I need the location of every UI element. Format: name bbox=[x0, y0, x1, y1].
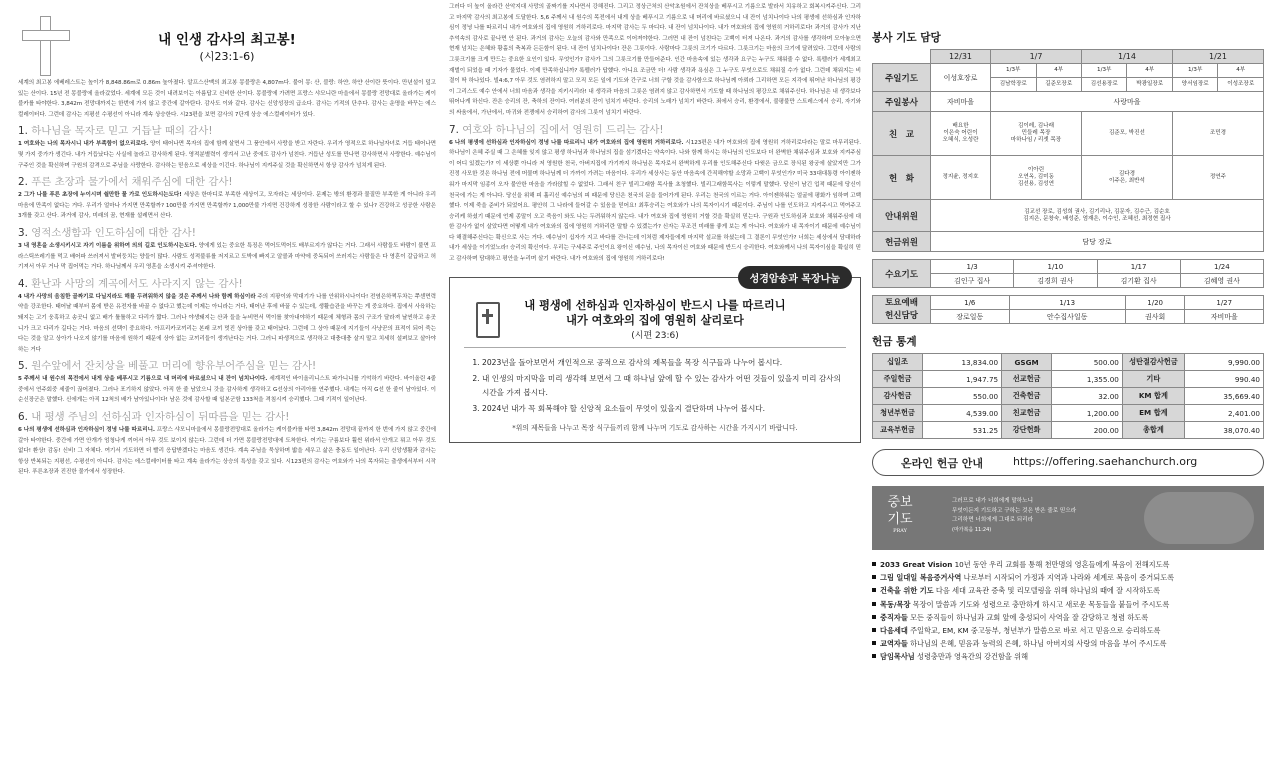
section-number: 3. bbox=[18, 226, 28, 239]
finance-amount: 500.00 bbox=[1052, 354, 1123, 371]
section-lead-verse: 4 내가 사망의 음침한 골짜기로 다닐지라도 해를 두려워하지 않을 것은 주께서 나와 함께 하심이라 bbox=[18, 293, 256, 300]
finance-label: 주일헌금 bbox=[873, 371, 923, 388]
sermon-column-middle bbox=[449, 0, 861, 778]
section-heading bbox=[18, 359, 436, 374]
prayer-item-topic: 그림 일대일 복음증거사역 bbox=[880, 573, 962, 583]
bible-memory-box bbox=[449, 273, 861, 443]
bible-icon bbox=[476, 302, 500, 338]
finance-label: 총합계 bbox=[1122, 422, 1184, 439]
section-heading bbox=[18, 175, 436, 190]
finance-row bbox=[873, 388, 1264, 405]
finance-row bbox=[873, 405, 1264, 422]
section-body bbox=[18, 425, 436, 478]
finance-amount: 1,947.75 bbox=[923, 371, 1002, 388]
section-text: 시123편은 내가 여호와의 집에 영원히 거하리로다라는 말로 마무리된다. 하나님이 은혜 주실 때 그 은혜를 잊지 않고 평생 하나님과 하나님의 집을 섬기겠다는 약속이다. 나와 함께 하시는 하나님의 인도보다 더 완벽한 채워주심과 보호와 지켜주심이 어디 있겠는가? 이 세상뿐 아니라 저 영원한 천국, 아버지집에 가기까지 하나님은 목자로서 완벽하게 우리를 인도해주신다 다윗은 금으로 장식된 왕궁에 살았지만 그가 진정 사모한 것은 하나님 전에 머물며 하나님께 더 가까이 가려는 마음이다. 우리가 세상사는 동안 마음속에 간직해야할 소망과 고백이 무엇인가? 미국 33대대통령 아이젠하워가 마지막 임종이 오자 불안한 마음을 가라앉힐 수 없었다. 그래서 친구 빌리그래함 목사를 초청했다. 빌리그래함목사는 이렇게 말했다. 당신이 남긴 업적 때문에 당신이 천국에 가는 게 아니다. 당신을 위해 피 흘리신 예수님의 피 때문에 당신은 천국의 문을 들어가게 된다. 우리는 천국의 이르는 거다. 아이젠하워는 얼굴에 평화가 임하며 고백했다. 이제 죽을 준비가 되었어요. 평안히 그 나라에 들어갈 수 있음을 믿어요! 최후승리는 여호와가 나의 목자이시기 때문이다. 주님이 나를 인도하고 지켜주시고 먹여주고 승리케 하셨기 때문에 언제 종말이 오고 죽음이 와도 나는 두려워하지 않는다. 내가 여호와 집에 영원히 거할 것을 확실히 믿는다. 구원과 인도하심과 보호와 채워주심에 대한 감사가 없이 살았다면 어떻게 내가 여호와의 집에 영원히 거하리란 말할 수 있겠는가? 신자는 무조건 미래를 좋게 보는 게 아니다. 여호와가 내 목자이기 때문에 예수님이 다 해결해주신다는 확신으로 사는 거다. 예수님이 십자가 지고 바다를 건너는데 이처럼 제자들에게 마지막 설교를 하셨는데 그 결론이 무엇인가? 너희는 세상에서 담대하라 내가 세상을 이기었노라! 승리의 확신이다. 우리는 구세주로 주인이요 왕이신 예수님, 나의 목자이신 여호와 때문에 반드시 승리한다. 여호와께서 나의 목자이심을 확실히 믿고 감사하며 담대하고 평안을 누리며 살기 바란다. 내가 여호와의 집에 영원히 거하리로다! bbox=[449, 139, 861, 263]
finance-label: KM 합계 bbox=[1122, 388, 1184, 405]
prayer-item-text: 나로부터 시작되어 가정과 지역과 나라와 세계로 복음이 증거되도록 bbox=[961, 573, 1175, 583]
sharing-note: *위의 제목들을 나누고 목장 식구들끼리 함께 나누며 기도로 감사하는 시간을 가지시기 바랍니다. bbox=[512, 423, 798, 432]
divider bbox=[464, 347, 846, 348]
finance-row bbox=[873, 371, 1264, 388]
finance-amount: 531.25 bbox=[923, 422, 1002, 439]
section-text: 양이 태어나면 목자의 집에 함께 살면서 그 품안에서 사랑을 받고 자란다. 우리가 영적으로 하나님자녀로 거듭 태어나면 몇 가지 중가가 생긴다. 내가 거듭났다는 사실에 놀라고 감사하게 된다. 영적분별력이 생겨서 고난 중에도 감사가 넘친다. 거듭난 성도를 만나면 감사하면서 사랑한다. 예수님이 구주인 것을 확신하며 구원의 감격으로 주님을 사랑한다. 감사하는 믿음으로 세상을 이긴다. 하나님이 지켜주실 것을 확신하면서 항상 감사가 넘치게 된다. bbox=[18, 141, 436, 169]
memory-verse-ref: (시편 23:6) bbox=[631, 330, 679, 341]
section-lead-verse: 6 나의 평생에 선하심과 인자하심이 정녕 나를 따르리니. bbox=[18, 427, 156, 434]
section-lead-verse: 3 내 영혼을 소생시키시고 자기 이름을 위하여 의의 길로 인도하시는도다. bbox=[18, 242, 197, 249]
sharing-question: 1. 2023년을 돌아보면서 개인적으로 공적으로 감사의 제목들을 목장 식구들과 나누어 봅시다. bbox=[482, 356, 846, 370]
row-label: 주일봉사 bbox=[873, 92, 931, 112]
finance-amount: 2,401.00 bbox=[1184, 405, 1263, 422]
service-table: 12/31 1/7 1/14 1/21 주일기도 이성호장로 1/3부 4부 1/3부 4부 1/3부 4부 김남학장로 길준모장로 김선용장로 박광일장로 양서임장로 이성조장로 주일봉사 자비마을 사랑마을 친 교 배요한 이은숙 어린이 오혜식, 오성란 김이레, 김나래 민들레 목장 마하나임 / 리셋 목장 김준모, 박진선 조민경 헌 화 정지윤, 정지호 이아린 오연옥, 김미동 김선용, 김성연 김다경 이주은, 최반석 정연주 안내위원 김교선 장로, 김성희 권사, 김기리나, 김문자, 김수근, 김순호 김지은, 문창숙, 배성준, 엄재은, 이수인, 조혜선, 최정현 집사 헌금위원 담당 장로 bbox=[872, 49, 1264, 252]
service-date: 12/31 bbox=[931, 50, 991, 64]
service-date: 1/21 bbox=[1172, 50, 1263, 64]
service-date: 1/14 bbox=[1081, 50, 1172, 64]
row-label: 친 교 bbox=[873, 112, 931, 156]
info-column-right bbox=[872, 0, 1264, 778]
row-label: 헌 화 bbox=[873, 156, 931, 200]
section-number: 1. bbox=[18, 125, 28, 138]
sermon-section-7 bbox=[449, 123, 861, 265]
sermon-title: 내 인생 감사의 최고봉! bbox=[158, 32, 296, 48]
online-offering-url[interactable]: https://offering.saehanchurch.org bbox=[1013, 455, 1198, 468]
section-number: 5. bbox=[18, 360, 28, 373]
finance-label: 친교헌금 bbox=[1002, 405, 1052, 422]
finance-amount: 1,200.00 bbox=[1052, 405, 1123, 422]
row-label: 주일기도 bbox=[873, 64, 931, 92]
prayer-item-topic: 중직자들 bbox=[880, 612, 908, 622]
section-body bbox=[18, 374, 436, 406]
finance-label: 강단헌화 bbox=[1002, 422, 1052, 439]
sharing-question: 3. 2024년 내가 꼭 회복해야 할 신앙적 요소들이 무엇이 있을지 결단하며 나누어 봅시다. bbox=[482, 402, 846, 416]
finance-amount: 38,070.40 bbox=[1184, 422, 1263, 439]
section-heading bbox=[18, 226, 436, 241]
finance-row bbox=[873, 354, 1264, 371]
service-title: 봉사 기도 담당 bbox=[872, 32, 941, 44]
prayer-item-topic: 교역자들 bbox=[880, 639, 908, 649]
cell: 이성호장로 bbox=[931, 64, 991, 92]
section-text: 프랑스 샤모니마을에서 몽블랑전망대로 올라가는 케이블카를 타면 3,842m 전망대 끝까지 한 번에 가지 않고 중간에 갈아 타야한다. 중간에 가면 안개가 엄청나게 끼어서 아무 것도 보이지 않는다. 그런데 더 가면 몽블랑전망대에 도착한다. 여기는 구름보다 훨씬 위라서 안개고 뭐고 아무 것도 없다! 환상! 감동! 신비! 그 자체다. 여기서 기도하면 더 빨리 응답받겠다는 마음도 생긴다. 계속 주님을 묵상하며 밟을 세우고 삶은 충동도 일어난다. 우리 신앙생활과 감사는 항상 반복되는 지평선, 수평선이 아니다. 감사는 에스컬레이터를 타고 계속 올라가는 상승의 특성을 갖고 있다. 시123편의 감사는 여호와가 나의 목자되는 출생에서부터 시작된다. 푸른초장과 진진한 물가에서 성장한다. bbox=[18, 427, 436, 476]
sermon-ref: (시23:1-6) bbox=[199, 50, 255, 63]
prayer-item-topic: 다음세대 bbox=[880, 626, 908, 636]
section-body bbox=[449, 138, 861, 265]
section-text: 양에게 있는 중요한 특징은 먹어도먹어도 배부르지가 않다는 거다. 그래서 사람들도 바람이 불면 프라스틱쓰레기를 먹고 배어파 쓰러져서 발버둥치는 양들이 많다. 사람도 성적불류를 저지르고 도박에 빠지고 알콜과 마약에 중독되어 쓰러지는 사람들은 다 영혼이 갈급하고 허기져서 아무 거나 막 집어먹는 거다. 하나님께서 우리 영혼을 소생시켜 주셔야한다. bbox=[18, 242, 436, 271]
section-title: 내 평생 주님의 선하심과 인자하심이 뒤따름을 믿는 감사! bbox=[31, 411, 290, 424]
section-number: 7. bbox=[449, 123, 459, 136]
online-offering-banner bbox=[872, 449, 1264, 476]
prayer-item-topic: 담임목사님 bbox=[880, 652, 915, 662]
prayer-item bbox=[872, 624, 1264, 637]
section-text: 세계적인 바이올리니스트 파가니니를 기억하기 바란다. 바이올린 4줄 중에서 연주회중 세줄이 끊어졌다. 그러나 포기하지 않았다. 아직 한 줄 남았으니 갓을 감사하게 생각하고 G선상의 아리아를 연주했다. 내게는 아직 G선 한 줄이 남아있다. 이순신장군은 말했다. 신에게는 아직 12척의 배가 남아있나이다! 남은 것에 감사할 때 일본군함 133척을 격침시켜 승리했다. 그때 기적이 일어난다. bbox=[18, 376, 436, 404]
prayer-items-list bbox=[872, 558, 1264, 664]
prayer-item bbox=[872, 611, 1264, 624]
service-date: 1/7 bbox=[991, 50, 1082, 64]
prayer-item bbox=[872, 558, 1264, 571]
prayer-item bbox=[872, 598, 1264, 611]
finance-label: 청년부헌금 bbox=[873, 405, 923, 422]
section-number: 6. bbox=[18, 411, 28, 424]
memory-verse-line-1: 내 평생에 선하심과 인자하심이 반드시 나를 따르리니 bbox=[524, 298, 786, 312]
sermon-section bbox=[18, 410, 436, 478]
row-label: 헌금위원 bbox=[873, 232, 931, 252]
pray-verse: 그러므로 내가 너희에게 말하노니 무엇이든지 기도하고 구하는 것은 받은 줄로 믿으라 그리하면 너희에게 그대로 되리라 (마가복음 11:24) bbox=[952, 498, 1077, 533]
prayer-item-topic: 건축을 위한 기도 bbox=[880, 586, 934, 596]
finance-table bbox=[872, 353, 1264, 439]
section-body bbox=[18, 139, 436, 171]
finance-amount: 1,355.00 bbox=[1052, 371, 1123, 388]
finance-label: 교육부헌금 bbox=[873, 422, 923, 439]
section-heading bbox=[18, 277, 436, 292]
finance-label: 십일조 bbox=[873, 354, 923, 371]
prayer-item-topic: 2033 Great Vision bbox=[880, 560, 953, 569]
finance-label: 감사헌금 bbox=[873, 388, 923, 405]
finance-row bbox=[873, 422, 1264, 439]
finance-label: EM 합계 bbox=[1122, 405, 1184, 422]
section-title: 원수앞에서 잔치상을 베풀고 머리에 향유부어주심을 믿는 감사! bbox=[31, 360, 317, 373]
prayer-item-text: 목장이 말씀과 기도와 성령으로 충만하게 하시고 새로운 목동들을 붙들어 주시도록 bbox=[910, 599, 1170, 609]
prayer-item-text: 10년 동안 우리 교회를 통해 천만명의 영혼들에게 복음이 전해지도록 bbox=[952, 560, 1170, 569]
finance-label: 성탄절감사헌금 bbox=[1122, 354, 1184, 371]
prayer-item-text: 성령충만과 영육간의 강건함을 위해 bbox=[914, 652, 1029, 662]
section-lead-verse: 1 여호와는 나의 목자시니 내가 부족함이 없으리로다. bbox=[18, 141, 149, 148]
section-title: 영적소생함과 인도하심에 대한 감사! bbox=[31, 226, 196, 239]
saturday-service-table: 토요예배 헌신담당 1/6 1/13 1/20 1/27 장로일동 안수집사일동 권사회 자비마을 bbox=[872, 295, 1264, 324]
praying-hands-image bbox=[1144, 492, 1254, 544]
sermon-column-left bbox=[18, 0, 436, 778]
sermon-section bbox=[449, 123, 861, 265]
section-heading bbox=[18, 124, 436, 139]
sermon-section bbox=[18, 226, 436, 273]
sermon-section bbox=[18, 359, 436, 406]
sermon-intro: 세계의 최고봉 에베레스트는 높이가 8,848.86m로 0.86m 높아졌다. 알프스산맥의 최고봉 몽블랑은 4,807m다. 불어 몽: 산, 블랑: 하얀, 하얀 산이란 뜻이다. 만년설이 덮고 있는 산이다. 15년 전 몽블랑에 올라갔었다. 세계에 모든 것이 내려보이는 아름답고 신비한 산이다. 몽블랑에 가려면 프랑스 샤모니란 마을에서 몽블랑 전망대로 올라가는 케이블카를 타야한다. 3,842m 전망대까지는 한번에 가지 않고 중간에 갈아탄다. 감사도 이와 같다. 감사는 신앙성장의 급소다. 감사는 기적의 단추다. 감사는 운명을 바꾸는 에스컬레이터다. 그런데 감사는 지평선 수평선이 아니라 계속 상승한다. 시23편을 보면 감사의 7단계 상승 에스컬레이터가 있다. bbox=[18, 80, 436, 118]
section-title: 여호와 하나님의 집에서 영원히 드리는 감사! bbox=[462, 123, 664, 136]
finance-amount: 990.40 bbox=[1184, 371, 1263, 388]
prayer-item-text: 주일학교, EM, KM 중고등부, 청년부가 말씀으로 바로 서고 믿음으로 승리하도록 bbox=[907, 626, 1161, 636]
prayer-item bbox=[872, 637, 1264, 650]
online-offering-label: 온라인 헌금 안내 bbox=[901, 457, 984, 470]
memory-verse-line-2: 내가 여호와의 집에 영원히 살리로다 bbox=[566, 313, 744, 327]
sermon-continuation: 그러다 더 높이 올라간 산악지대 사망의 골짜기를 지나면서 강해진다. 그리고 정상근처의 산악초원에서 잔치상을 베푸시고 기름으로 발라서 치유하고 회복시켜주신다. 그리고 마지막 감사의 최고봉에 도달한다. 5,6 주께서 내 원수의 목전에서 내게 상을 베푸시고 기름으로 내 머리에 바르셨으니 내 잔이 넘치나이다 나의 평생에 선하심과 인자하심이 정녕 나를 따르리니 내가 여호와의 집에 영원히 거하리로다. 마지막 감사는 두 마디다. 내 잔이 넘치나이다. 내가 여호와의 집에 영원히 거하리로다! 과거의 감사가 지난 추억속의 감사로 끝나면 안 된다. 과거의 감사는 오늘의 감사와 만족으로 이어져야한다. 그러면 내 잔이 넘친다는 고백이 터져 나온다. 과거의 감사를 생각하며 모아놓으면 현재 넘치는 은혜와 황홀의 축복과 든든함이 된다. 내 잔이 넘치나이다! 잔은 그릇이다. 사람마다 그릇의 크기가 다르다. 그릇크기는 마음의 크기에 달려있다. 그런데 사람의 그릇크기를 크게 만드는 중요한 요인이 있다. 무엇인가? 감사가 그의 그릇크기를 만들어준다. 인간 마음속에 있는 생각과 요구는 누구도 채워줄 수 없다. 록펠러가 세계최고재벌이 되었을 때 기자가 물었다. 이제 만족하십니까? 록펠러가 답했다. 아니요 조금만 더! 사람 생각과 욕심은 그 누구도 무엇으로도 채워질 수가 없다. 그런데 채워지는 비결이 딱 하나있다. 빌4:6,7 아무 것도 염려하지 말고 모직 모든 일에 기도와 간구로 너희 구할 것을 감사함으로 하나님께 아뢰라 그리하면 모든 지각에 뛰어난 하나님의 평강이 그리스도 예수 안에서 너희 마음과 생각을 지키시리라! 내 생각과 마음의 그릇은 염려지 않고 감사하면서 기도할 때 하나님의 평강으로 채워주신다. 하나님은 내 생각보다 뛰어나게 하신다. 잔은 승리의 잔, 축하의 잔이다. 여러분의 잔이 넘치기 바란다. 승리의 노래가 넘치기 바란다. 죄에서 승리, 환경에서, 불평불만 스트레스에서 승리, 자기와의 싸움에서, 가난에서, 마귀와 전쟁에서 승리하여 감사의 그릇이 넘치기 바란다. bbox=[449, 4, 861, 116]
finance-amount: 550.00 bbox=[923, 388, 1002, 405]
section-body bbox=[18, 190, 436, 222]
finance-amount: 32.00 bbox=[1052, 388, 1123, 405]
sermon-sections-left bbox=[18, 124, 436, 478]
wednesday-prayer-table: 수요기도 1/3 1/10 1/17 1/24 김인구 집사 김경희 권사 김기환 집사 김혜영 권사 bbox=[872, 259, 1264, 288]
section-title: 푸른 초장과 물가에서 채워주심에 대한 감사! bbox=[31, 176, 233, 189]
sermon-header bbox=[18, 0, 436, 72]
section-lead-verse: 2 그가 나를 푸른 초장에 누이시며 쉴만한 물 가로 인도하시는도다! bbox=[18, 192, 182, 199]
finance-amount: 9,990.00 bbox=[1184, 354, 1263, 371]
prayer-item bbox=[872, 571, 1264, 584]
sermon-section bbox=[18, 175, 436, 222]
section-heading bbox=[449, 123, 861, 138]
section-heading bbox=[18, 410, 436, 425]
finance-label: 기타 bbox=[1122, 371, 1184, 388]
section-title: 하나님을 목자로 믿고 거듭날 때의 감사! bbox=[31, 125, 213, 138]
section-body bbox=[18, 241, 436, 273]
section-title: 환난과 사망의 계곡에서도 사라지지 않는 감사! bbox=[31, 277, 243, 290]
section-body bbox=[18, 292, 436, 356]
section-number: 4. bbox=[18, 277, 28, 290]
section-number: 2. bbox=[18, 176, 28, 189]
sharing-questions bbox=[464, 356, 846, 416]
finance-amount: 200.00 bbox=[1052, 422, 1123, 439]
finance-amount: 4,539.00 bbox=[923, 405, 1002, 422]
section-lead-verse: 5 주께서 내 원수의 목전에서 내게 상을 베푸시고 기름으로 내 머리에 바르셨으니 내 잔이 넘치나이다. bbox=[18, 376, 268, 383]
finance-amount: 13,834.00 bbox=[923, 354, 1002, 371]
section-text: 주의 지팡이와 막대기가 나를 안위하시나이다! 전염은하쩍두차는 쭈센면력약을 강조한다. 태어날 때부터 몸에 받은 유전자를 바꿀 수 없다고 했는데 이제는 아니라는 거다, 태어난 후에 바꿀 수 있는데, 생활습관을 바꾸는 게 중요하다. 집에서 사육하는 돼지는 고기 웅혹하고 송곳니 없고 배가 툴툴하고 다리가 짧다. 그러나 야생돼지는 산과 들을 누비면서 먹이를 찾아내야하기 때문에 체형과 몸의 구조가 달라져 날씬하고 송곳니가 크고 다리가 길다는 거다. 마음의 선택이 중요하다. 아프리카코끼리는 본래 코끼 멋진 상아를 갖고 태어났다. 그런데 그 상아 때문에 지기들이 사냥꾼의 표적이 되어 죽는다는 것을 알고 상아가 나오지 않기를 마음에 원하기 때문에 상아 없는 코끼리들이 생겨난다는 거다. 그러니 파생적으로 생각하고 대충대충 살지 말고 치세히 설펴보고 살아야하는 거다 bbox=[18, 293, 436, 353]
intercessory-prayer-banner bbox=[872, 486, 1264, 550]
finance-label: GSGM bbox=[1002, 354, 1052, 371]
finance-label: 건축헌금 bbox=[1002, 388, 1052, 405]
row-label: 안내위원 bbox=[873, 200, 931, 232]
prayer-item bbox=[872, 650, 1264, 663]
prayer-item-text: 다음 세대 교육관 증축 및 리모델링을 위해 하나님의 때에 잘 시작하도록 bbox=[933, 586, 1161, 596]
bible-memory-tag: 성경암송과 목장나눔 bbox=[738, 266, 852, 289]
section-text: 세상은 한마디로 부족한 세상이고, 모자라는 세상이다. 문제는 밖의 환경과 물질만 부족한 게 아니라 우리 마음에 만족이 없다는 거다. 우리가 얼마나 가지면 만족할까? 100만불 가지면 만족할까? 1,000만불 가지면 건강하게 성장한 사람이라고 할 수 있나? 건강하고 성공한 사람은 3개를 갖고 산다. 과거에 감사, 미래의 꿈, 현재를 설레면서 산다. bbox=[18, 192, 436, 220]
sermon-section bbox=[18, 277, 436, 356]
finance-amount: 35,669.40 bbox=[1184, 388, 1263, 405]
sharing-question: 2. 내 인생의 마지막을 미리 생각해 보면서 그 때 하나님 앞에 할 수 있는 감사가 어떤 것들이 있을지 미리 감사의 시간을 가져 봅시다. bbox=[482, 372, 846, 400]
prayer-item bbox=[872, 584, 1264, 597]
prayer-item-text: 모든 중직들이 하나님과 교회 앞에 충성되이 사역을 잘 감당하고 청렴 하도록 bbox=[907, 612, 1149, 622]
finance-label: 선교헌금 bbox=[1002, 371, 1052, 388]
pray-logo: 중보 기도 PRAY bbox=[887, 495, 913, 534]
sermon-section bbox=[18, 124, 436, 171]
finance-title: 헌금 통계 bbox=[872, 336, 917, 348]
section-lead-verse: 6 나의 평생에 선하심과 인자하심이 정녕 나를 따르리니 내가 여호와의 집에 영원히 거하리로다. bbox=[449, 139, 684, 146]
prayer-item-text: 하나님의 은혜, 믿음과 능력의 은혜, 하나님 아버지의 사랑의 마음을 부어 주시도록 bbox=[907, 639, 1167, 649]
prayer-item-topic: 목동/목장 bbox=[880, 599, 911, 609]
